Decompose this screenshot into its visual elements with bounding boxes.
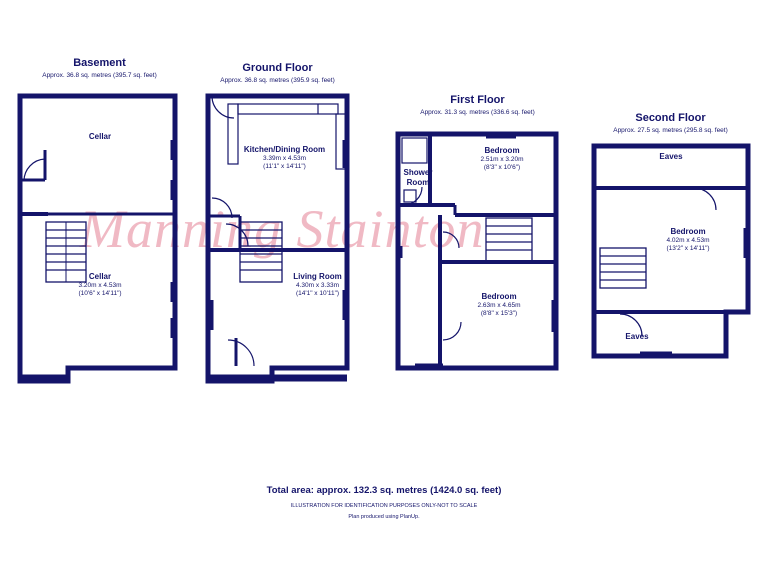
room-dimension-imperial: (8'8" x 15'3"): [480, 310, 518, 318]
room-name: Living Room: [293, 272, 342, 281]
floor-subtitle-basement: Approx. 36.8 sq. metres (395.7 sq. feet): [42, 72, 157, 79]
room-label-living-room: [265, 272, 370, 298]
room-dimension-metric: 2.51m x 3.20m: [480, 156, 524, 163]
room-dimension-imperial: (10'6" x 14'11"): [78, 290, 122, 298]
total-area-text: Total area: approx. 132.3 sq. metres (1424.0 sq. feet): [266, 485, 502, 496]
room-label-eaves-top: [636, 152, 706, 162]
room-dimension-imperial: (8'3" x 10'6"): [483, 164, 521, 172]
room-dimension-imperial: (13'2" x 14'11"): [666, 245, 710, 253]
room-label-bedroom-attic: [636, 227, 740, 253]
room-dimension-metric: 2.63m x 4.65m: [477, 302, 521, 309]
disclaimer-text: ILLUSTRATION FOR IDENTIFICATION PURPOSES ONLY-NOT TO SCALE: [290, 503, 478, 509]
room-dimension-metric: 4.02m x 4.53m: [666, 237, 710, 244]
credit-text: Plan produced using PlanUp.: [348, 514, 420, 520]
room-dimension-metric: 4.30m x 3.33m: [296, 282, 339, 289]
room-name: Eaves: [659, 152, 683, 161]
room-label-cellar-lower: [50, 272, 150, 298]
room-dimension-metric: 3.39m x 4.53m: [263, 155, 306, 162]
floor-subtitle-second-floor: Approx. 27.5 sq. metres (295.8 sq. feet): [613, 127, 728, 134]
room-dimension-metric: 3.20m x 4.53m: [78, 282, 122, 289]
ground-floor-outline: [208, 96, 347, 381]
floor-subtitle-ground-floor: Approx. 36.8 sq. metres (395.9 sq. feet): [220, 77, 335, 84]
floor-title-ground-floor: Ground Floor: [242, 62, 313, 74]
room-name: Cellar: [88, 132, 112, 141]
room-name: Cellar: [88, 272, 112, 281]
room-label-kitchen-dining-room: [232, 145, 337, 171]
floor-title-second-floor: Second Floor: [635, 112, 706, 124]
room-label-eaves-bottom: [602, 332, 672, 342]
room-name: Eaves: [625, 332, 649, 341]
room-label-bedroom-rear: [446, 292, 552, 318]
room-name: Bedroom: [484, 146, 520, 155]
room-name: Bedroom: [481, 292, 517, 301]
room-dimension-imperial: (11'1" x 14'11"): [263, 163, 306, 171]
room-dimension-imperial: (14'1" x 10'11"): [295, 290, 340, 298]
room-label-bedroom-front: [450, 146, 554, 172]
room-label-shower-room: [396, 168, 440, 188]
room-label-cellar-upper: [60, 132, 140, 142]
floor-title-first-floor: First Floor: [450, 94, 505, 106]
room-name: Bedroom: [670, 227, 706, 236]
floor-subtitle-first-floor: Approx. 31.3 sq. metres (336.6 sq. feet): [420, 109, 535, 116]
room-name: Shower Room: [403, 168, 433, 187]
watermark-text: Manning Stainton: [80, 199, 485, 259]
room-name: Kitchen/Dining Room: [243, 145, 326, 154]
floor-title-basement: Basement: [73, 57, 126, 69]
